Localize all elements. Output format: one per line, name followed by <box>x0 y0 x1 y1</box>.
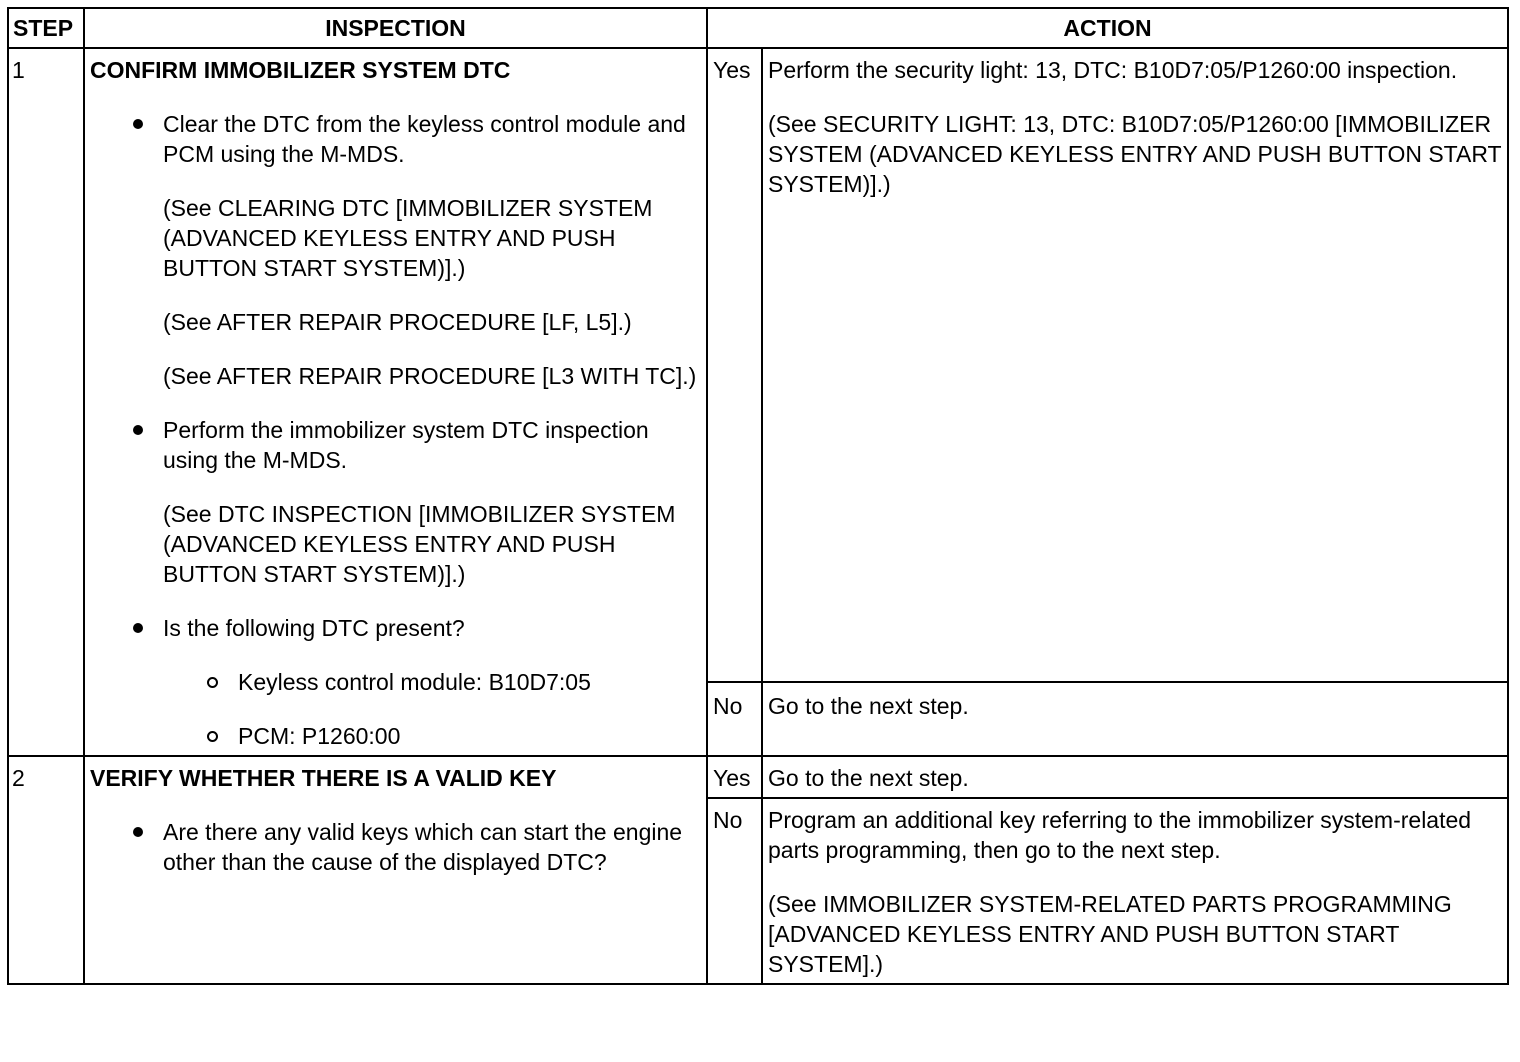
action-text: Go to the next step. <box>768 765 969 791</box>
reference-text: (See IMMOBILIZER SYSTEM-RELATED PARTS PROGRAMMING [ADVANCED KEYLESS ENTRY AND PUSH BUTTON START SYSTEM].) <box>768 891 1452 977</box>
step-2-yes-action <box>762 756 1508 798</box>
bullet-text: Perform the immobilizer system DTC inspection using the M-MDS. <box>163 417 649 473</box>
step-1-no-action <box>762 682 1508 756</box>
step-1-bullet-1 <box>163 109 701 391</box>
step-2-yes-row <box>8 756 1508 798</box>
step-2-no-action <box>762 798 1508 984</box>
step-1-bullet-2 <box>163 415 701 589</box>
reference-text: (See AFTER REPAIR PROCEDURE [LF, L5].) <box>163 309 632 335</box>
step-2-yes-label: Yes <box>707 756 762 798</box>
step-2-no-label: No <box>707 798 762 984</box>
step-2-number: 2 <box>8 756 84 984</box>
step-1-bullet-3 <box>163 613 701 751</box>
action-text: Program an additional key referring to the immobilizer system-related parts programming, then go to the next step. <box>768 807 1472 863</box>
step-2-inspection <box>84 756 707 984</box>
header-row <box>8 8 1508 48</box>
bullet-text: Are there any valid keys which can start the engine other than the cause of the displayed DTC? <box>163 819 683 875</box>
step-1-number: 1 <box>8 48 84 756</box>
step-1-title: CONFIRM IMMOBILIZER SYSTEM DTC <box>90 57 511 83</box>
troubleshooting-table <box>7 7 1509 985</box>
reference-text: (See SECURITY LIGHT: 13, DTC: B10D7:05/P1260:00 [IMMOBILIZER SYSTEM (ADVANCED KEYLESS ENTRY AND PUSH BUTTON START SYSTEM)].) <box>768 111 1502 197</box>
step-1-yes-label: Yes <box>707 48 762 682</box>
reference-text: (See DTC INSPECTION [IMMOBILIZER SYSTEM (ADVANCED KEYLESS ENTRY AND PUSH BUTTON START SYSTEM)].) <box>163 501 676 587</box>
step-1-yes-row <box>8 48 1508 682</box>
step-2-title: VERIFY WHETHER THERE IS A VALID KEY <box>90 765 557 791</box>
reference-text: (See CLEARING DTC [IMMOBILIZER SYSTEM (ADVANCED KEYLESS ENTRY AND PUSH BUTTON START SYSTEM)].) <box>163 195 653 281</box>
step-2-bullet-1 <box>163 817 701 877</box>
dtc-subitem: PCM: P1260:00 <box>238 721 701 751</box>
step-1-inspection <box>84 48 707 756</box>
reference-text: (See AFTER REPAIR PROCEDURE [L3 WITH TC].) <box>163 363 697 389</box>
step-1-bullet-list <box>90 109 701 751</box>
step-1-yes-action <box>762 48 1508 682</box>
action-header: ACTION <box>707 8 1508 48</box>
step-1-no-label: No <box>707 682 762 756</box>
action-text: Perform the security light: 13, DTC: B10D7:05/P1260:00 inspection. <box>768 57 1458 83</box>
step-2-bullet-list <box>90 817 701 877</box>
inspection-header: INSPECTION <box>84 8 707 48</box>
bullet-text: Is the following DTC present? <box>163 615 465 641</box>
dtc-sublist <box>163 667 701 751</box>
bullet-text: Clear the DTC from the keyless control module and PCM using the M-MDS. <box>163 111 686 167</box>
dtc-subitem: Keyless control module: B10D7:05 <box>238 667 701 697</box>
action-text: Go to the next step. <box>768 693 969 719</box>
step-header: STEP <box>8 8 84 48</box>
